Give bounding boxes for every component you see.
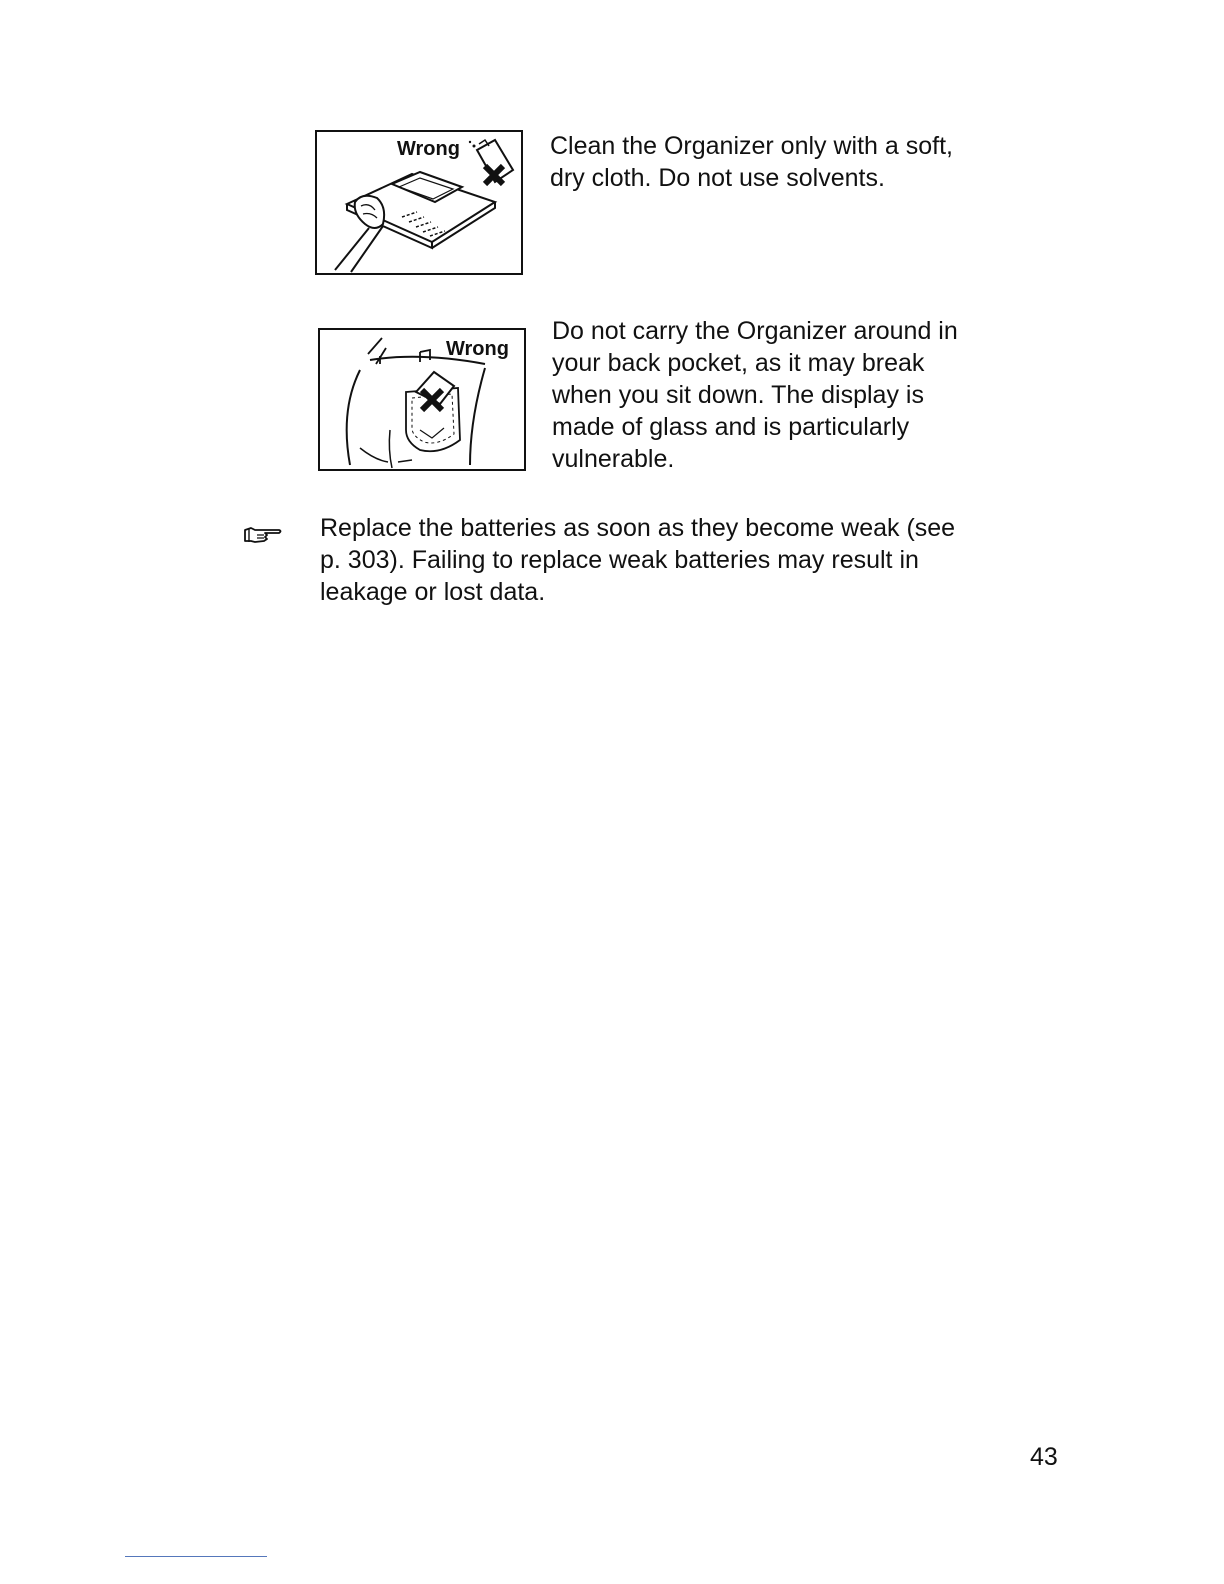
- text-line: vulnerable.: [552, 445, 675, 473]
- cleaning-instruction: [550, 130, 953, 194]
- text-line: leakage or lost data.: [320, 578, 546, 606]
- text-line: made of glass and is particularly: [552, 413, 910, 441]
- text-line: when you sit down. The display is: [552, 381, 924, 409]
- battery-note: [320, 512, 955, 608]
- back-pocket-figure: [318, 328, 526, 471]
- text-line: your back pocket, as it may break: [552, 349, 925, 377]
- text-line: Replace the batteries as soon as they become weak (see: [320, 514, 956, 542]
- text-line: dry cloth. Do not use solvents.: [550, 164, 885, 192]
- pocket-warning: [552, 315, 958, 475]
- footer-divider: [125, 1556, 267, 1557]
- cleaning-figure: [315, 130, 523, 275]
- wrong-label: Wrong: [397, 138, 460, 160]
- pointing-hand-icon: [243, 524, 283, 546]
- text-line: p. 303). Failing to replace weak batteries may result in: [320, 546, 919, 574]
- wrong-label: Wrong: [446, 338, 509, 360]
- text-line: Do not carry the Organizer around in: [552, 317, 958, 345]
- page-number: 43: [1030, 1443, 1058, 1471]
- text-line: Clean the Organizer only with a soft,: [550, 132, 953, 160]
